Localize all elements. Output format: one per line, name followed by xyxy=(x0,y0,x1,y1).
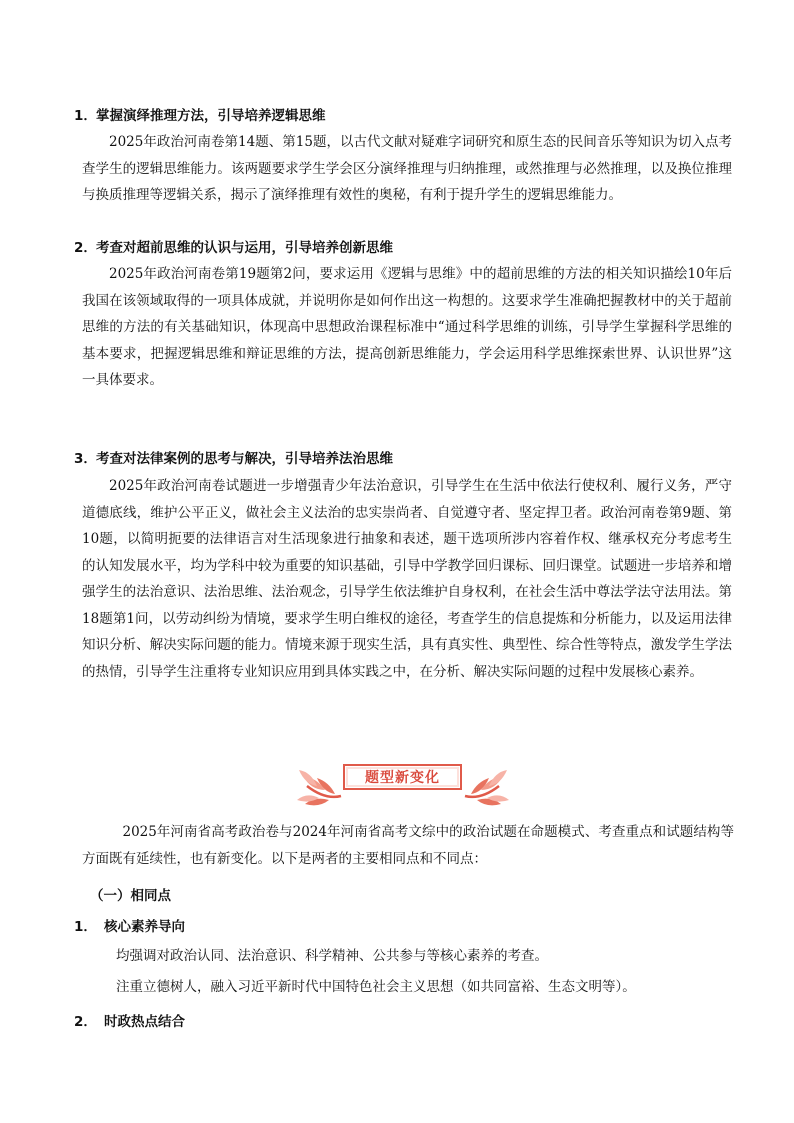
right-leaf-icon xyxy=(461,756,511,812)
section-number: 1． xyxy=(74,108,97,124)
section-banner xyxy=(303,754,503,814)
section-title: 考查对超前思维的认识与运用，引导培养创新思维 xyxy=(96,240,393,256)
section-heading-3 xyxy=(74,447,393,467)
point-heading-2 xyxy=(74,1010,185,1030)
subheading-similarities: （一）相同点 xyxy=(90,888,171,904)
point-number: 1． xyxy=(74,919,97,935)
section-title: 考查对法律案例的思考与解决，引导培养法治思维 xyxy=(96,451,393,467)
section-number: 3． xyxy=(74,451,97,467)
point-detail-2: 注重立德树人，融入习近平新时代中国特色社会主义思想（如共同富裕、生态文明等）。 xyxy=(116,979,636,995)
point-title: 时政热点结合 xyxy=(104,1014,185,1030)
banner-label-box xyxy=(343,764,462,790)
point-number: 2． xyxy=(74,1014,97,1030)
banner-label: 题型新变化 xyxy=(365,770,440,786)
section-body-1: 2025年政治河南卷第14题、第15题，以古代文献对疑难字词研究和原生态的民间音乐等知识为切入点考查学生的逻辑思维能力。该两题要求学生学会区分演绎推理与归纳推理，或然推理与必然推理，以及换位推理与换质推理等逻辑关系，揭示了演绎推理有效性的奥秘，有利于提升学生的逻辑思维能力。 xyxy=(82,134,732,203)
point-title: 核心素养导向 xyxy=(104,919,185,935)
intro-paragraph: 2025年河南省高考政治卷与2024年河南省高考文综中的政治试题在命题模式、考查重点和试题结构等方面既有延续性，也有新变化。以下是两者的主要相同点和不同点： xyxy=(82,824,734,867)
section-heading-2 xyxy=(74,236,393,256)
section-title: 掌握演绎推理方法，引导培养逻辑思维 xyxy=(96,108,326,124)
section-body-2: 2025年政治河南卷第19题第2问，要求运用《逻辑与思维》中的超前思维的方法的相关知识描绘10年后我国在该领域取得的一项具体成就，并说明你是如何作出这一构想的。这要求学生准确把握教材中的关于超前思维的方法的有关基础知识，体现高中思想政治课程标准中“通过科学思维的训练，引导学生掌握科学思维的基本要求，把握逻辑思维和辩证思维的方法，提高创新思维能力，学会运用科学思维探索世界、认识世界”这一具体要求。 xyxy=(82,266,732,388)
point-detail-1: 均强调对政治认同、法治意识、科学精神、公共参与等核心素养的考查。 xyxy=(116,948,548,964)
left-leaf-icon xyxy=(295,756,345,812)
point-heading-1 xyxy=(74,915,185,935)
section-heading-1 xyxy=(74,104,326,124)
section-number: 2． xyxy=(74,240,97,256)
section-body-3: 2025年政治河南卷试题进一步增强青少年法治意识，引导学生在生活中依法行使权利、履行义务，严守道德底线，维护公平正义，做社会主义法治的忠实崇尚者、自觉遵守者、坚定捍卫者。政治河南卷第9题、第10题，以简明扼要的法律语言对生活现象进行抽象和表述，题干选项所涉内容着作权、继承权充分考虑考生的认知发展水平，均为学科中较为重要的知识基础，引导中学教学回归课标、回归课堂。试题进一步培养和增强学生的法治意识、法治思维、法治观念，引导学生依法维护自身权利，在社会生活中尊法学法守法用法。第18题第1问，以劳动纠纷为情境，要求学生明白维权的途径，考查学生的信息提炼和分析能力，以及运用法律知识分析、解决实际问题的能力。情境来源于现实生活，具有真实性、典型性、综合性等特点，激发学生学法的热情，引导学生注重将专业知识应用到具体实践之中，在分析、解决实际问题的过程中发展核心素养。 xyxy=(82,478,732,680)
